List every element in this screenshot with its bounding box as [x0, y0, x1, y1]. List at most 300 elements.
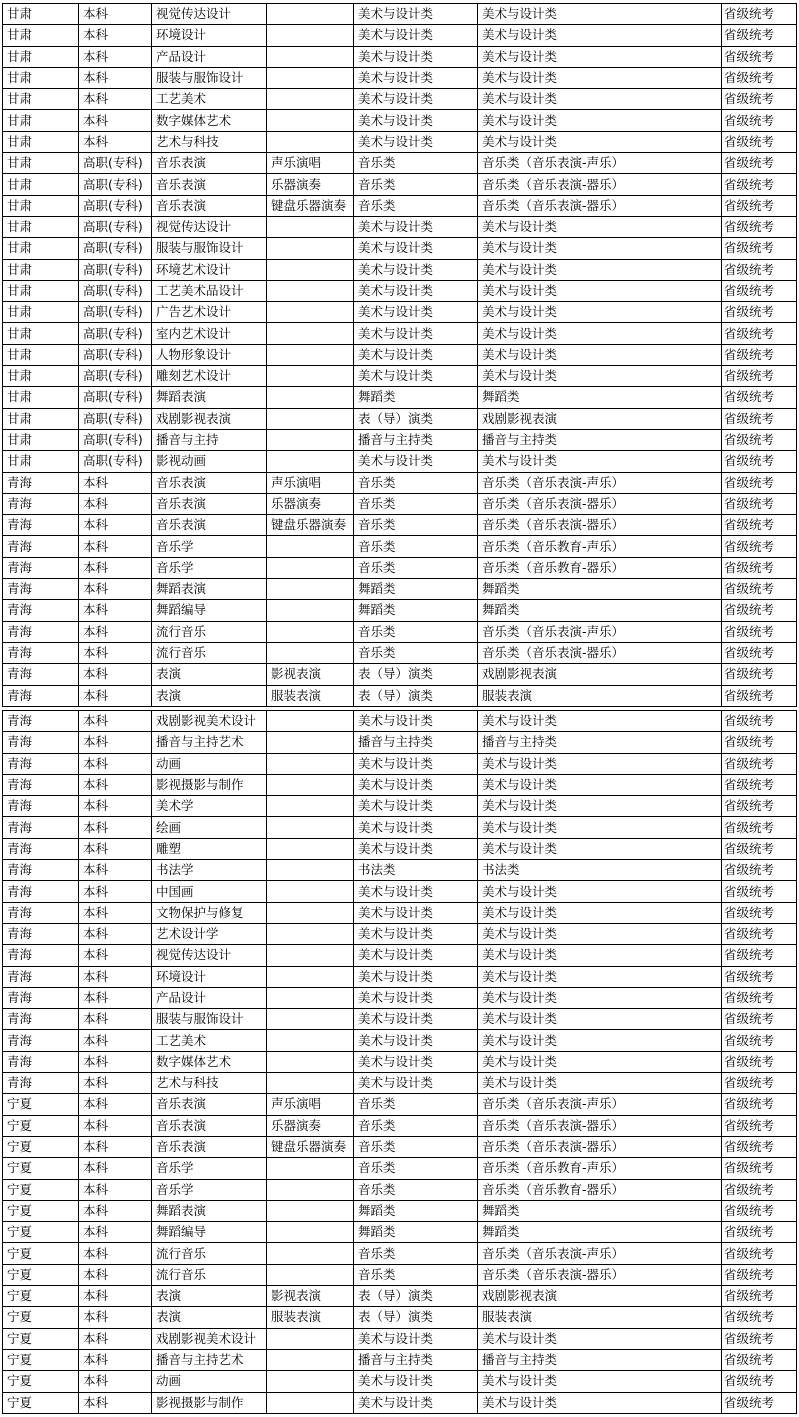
- province-cell: 青海: [3, 664, 79, 685]
- province-cell: 宁夏: [3, 1371, 79, 1392]
- province-cell: 宁夏: [3, 1349, 79, 1370]
- exam-category-cell: 美术与设计类: [478, 838, 722, 859]
- major-cell: 表演: [152, 685, 267, 706]
- exam-type-cell: 省级统考: [722, 110, 797, 131]
- direction-cell: [267, 621, 354, 642]
- direction-cell: [267, 280, 354, 301]
- major-cell: 数字媒体艺术: [152, 1051, 267, 1072]
- category-cell: 音乐类: [354, 1264, 478, 1285]
- exam-category-cell: 美术与设计类: [478, 67, 722, 88]
- exam-type-cell: 省级统考: [722, 1136, 797, 1157]
- major-cell: 表演: [152, 1307, 267, 1328]
- direction-cell: [267, 1243, 354, 1264]
- direction-cell: [267, 1264, 354, 1285]
- exam-type-cell: 省级统考: [722, 1328, 797, 1349]
- major-cell: 音乐表演: [152, 493, 267, 514]
- category-cell: 音乐类: [354, 174, 478, 195]
- exam-type-cell: 省级统考: [722, 753, 797, 774]
- table-body: [3, 4, 797, 707]
- level-cell: 本科: [79, 1115, 152, 1136]
- table-row: [3, 1115, 797, 1136]
- category-cell: 美术与设计类: [354, 216, 478, 237]
- exam-type-cell: 省级统考: [722, 216, 797, 237]
- province-cell: 甘肃: [3, 216, 79, 237]
- level-cell: 高职(专科): [79, 429, 152, 450]
- exam-category-cell: 美术与设计类: [478, 945, 722, 966]
- table-row: [3, 774, 797, 795]
- category-cell: 美术与设计类: [354, 25, 478, 46]
- category-cell: 表（导）演类: [354, 408, 478, 429]
- exam-type-cell: 省级统考: [722, 1349, 797, 1370]
- province-cell: 宁夏: [3, 1264, 79, 1285]
- level-cell: 本科: [79, 987, 152, 1008]
- table-row: [3, 67, 797, 88]
- direction-cell: [267, 1051, 354, 1072]
- table-row: [3, 1136, 797, 1157]
- major-cell: 戏剧影视美术设计: [152, 1328, 267, 1349]
- level-cell: 高职(专科): [79, 280, 152, 301]
- exam-category-cell: 美术与设计类: [478, 987, 722, 1008]
- exam-type-cell: 省级统考: [722, 923, 797, 944]
- category-cell: 美术与设计类: [354, 774, 478, 795]
- category-cell: 舞蹈类: [354, 1222, 478, 1243]
- level-cell: 本科: [79, 1136, 152, 1157]
- table-row: [3, 1328, 797, 1349]
- direction-cell: 影视表演: [267, 1286, 354, 1307]
- major-cell: 环境艺术设计: [152, 259, 267, 280]
- province-cell: 宁夏: [3, 1286, 79, 1307]
- exam-type-cell: 省级统考: [722, 25, 797, 46]
- table-row: [3, 1094, 797, 1115]
- table-row: [3, 557, 797, 578]
- exam-category-cell: 舞蹈类: [478, 600, 722, 621]
- category-cell: 美术与设计类: [354, 280, 478, 301]
- level-cell: 高职(专科): [79, 174, 152, 195]
- table-row: [3, 1009, 797, 1030]
- province-cell: 青海: [3, 881, 79, 902]
- province-cell: 宁夏: [3, 1307, 79, 1328]
- exam-category-cell: 舞蹈类: [478, 1200, 722, 1221]
- exam-type-cell: 省级统考: [722, 302, 797, 323]
- level-cell: 本科: [79, 472, 152, 493]
- exam-type-cell: 省级统考: [722, 860, 797, 881]
- admissions-table-part-1: [2, 3, 797, 707]
- major-cell: 舞蹈编导: [152, 600, 267, 621]
- category-cell: 美术与设计类: [354, 881, 478, 902]
- direction-cell: [267, 1371, 354, 1392]
- category-cell: 表（导）演类: [354, 685, 478, 706]
- exam-category-cell: 美术与设计类: [478, 1371, 722, 1392]
- table-row: [3, 1392, 797, 1413]
- level-cell: 高职(专科): [79, 216, 152, 237]
- major-cell: 工艺美术品设计: [152, 280, 267, 301]
- province-cell: 甘肃: [3, 259, 79, 280]
- direction-cell: [267, 4, 354, 25]
- exam-type-cell: 省级统考: [722, 174, 797, 195]
- major-cell: 广告艺术设计: [152, 302, 267, 323]
- major-cell: 流行音乐: [152, 1264, 267, 1285]
- province-cell: 青海: [3, 732, 79, 753]
- admissions-table-part-2: [2, 710, 797, 1414]
- category-cell: 美术与设计类: [354, 302, 478, 323]
- exam-category-cell: 美术与设计类: [478, 89, 722, 110]
- exam-category-cell: 美术与设计类: [478, 238, 722, 259]
- level-cell: 本科: [79, 1307, 152, 1328]
- table-row: [3, 1371, 797, 1392]
- direction-cell: 键盘乐器演奏: [267, 515, 354, 536]
- major-cell: 环境设计: [152, 966, 267, 987]
- table-row: [3, 1349, 797, 1370]
- table-row: [3, 1030, 797, 1051]
- table-row: [3, 451, 797, 472]
- table-row: [3, 216, 797, 237]
- exam-type-cell: 省级统考: [722, 600, 797, 621]
- major-cell: 艺术与科技: [152, 131, 267, 152]
- table-row: [3, 817, 797, 838]
- table-row: [3, 25, 797, 46]
- direction-cell: 声乐演唱: [267, 153, 354, 174]
- province-cell: 宁夏: [3, 1094, 79, 1115]
- exam-category-cell: 音乐类（音乐表演-声乐）: [478, 621, 722, 642]
- major-cell: 音乐学: [152, 557, 267, 578]
- table-row: [3, 753, 797, 774]
- exam-category-cell: 播音与主持类: [478, 732, 722, 753]
- province-cell: 青海: [3, 966, 79, 987]
- exam-type-cell: 省级统考: [722, 1094, 797, 1115]
- category-cell: 播音与主持类: [354, 732, 478, 753]
- level-cell: 本科: [79, 1222, 152, 1243]
- major-cell: 服装与服饰设计: [152, 238, 267, 259]
- major-cell: 室内艺术设计: [152, 323, 267, 344]
- exam-type-cell: 省级统考: [722, 238, 797, 259]
- category-cell: 美术与设计类: [354, 753, 478, 774]
- exam-type-cell: 省级统考: [722, 1051, 797, 1072]
- table-row: [3, 302, 797, 323]
- direction-cell: [267, 902, 354, 923]
- direction-cell: [267, 1349, 354, 1370]
- exam-type-cell: 省级统考: [722, 664, 797, 685]
- direction-cell: [267, 1073, 354, 1094]
- major-cell: 数字媒体艺术: [152, 110, 267, 131]
- table-row: [3, 515, 797, 536]
- level-cell: 本科: [79, 1030, 152, 1051]
- direction-cell: [267, 1158, 354, 1179]
- table-row: [3, 131, 797, 152]
- level-cell: 高职(专科): [79, 302, 152, 323]
- exam-type-cell: 省级统考: [722, 1286, 797, 1307]
- table-row: [3, 1307, 797, 1328]
- table-row: [3, 642, 797, 663]
- exam-type-cell: 省级统考: [722, 1392, 797, 1413]
- exam-category-cell: 美术与设计类: [478, 966, 722, 987]
- major-cell: 音乐学: [152, 1158, 267, 1179]
- province-cell: 甘肃: [3, 280, 79, 301]
- province-cell: 青海: [3, 902, 79, 923]
- exam-category-cell: 美术与设计类: [478, 817, 722, 838]
- major-cell: 影视摄影与制作: [152, 774, 267, 795]
- province-cell: 青海: [3, 945, 79, 966]
- level-cell: 本科: [79, 1349, 152, 1370]
- category-cell: 美术与设计类: [354, 323, 478, 344]
- exam-type-cell: 省级统考: [722, 67, 797, 88]
- level-cell: 本科: [79, 642, 152, 663]
- exam-type-cell: 省级统考: [722, 902, 797, 923]
- direction-cell: [267, 110, 354, 131]
- exam-type-cell: 省级统考: [722, 1158, 797, 1179]
- exam-type-cell: 省级统考: [722, 472, 797, 493]
- exam-category-cell: 美术与设计类: [478, 131, 722, 152]
- exam-category-cell: 美术与设计类: [478, 711, 722, 732]
- category-cell: 书法类: [354, 860, 478, 881]
- exam-type-cell: 省级统考: [722, 711, 797, 732]
- table-row: [3, 110, 797, 131]
- province-cell: 甘肃: [3, 366, 79, 387]
- province-cell: 青海: [3, 557, 79, 578]
- category-cell: 音乐类: [354, 1136, 478, 1157]
- exam-type-cell: 省级统考: [722, 4, 797, 25]
- exam-type-cell: 省级统考: [722, 46, 797, 67]
- province-cell: 青海: [3, 838, 79, 859]
- exam-category-cell: 服装表演: [478, 685, 722, 706]
- level-cell: 本科: [79, 685, 152, 706]
- level-cell: 本科: [79, 1371, 152, 1392]
- exam-type-cell: 省级统考: [722, 685, 797, 706]
- level-cell: 本科: [79, 600, 152, 621]
- exam-category-cell: 音乐类（音乐表演-器乐）: [478, 642, 722, 663]
- category-cell: 音乐类: [354, 536, 478, 557]
- level-cell: 本科: [79, 881, 152, 902]
- category-cell: 美术与设计类: [354, 1009, 478, 1030]
- table-row: [3, 1073, 797, 1094]
- exam-type-cell: 省级统考: [722, 323, 797, 344]
- level-cell: 高职(专科): [79, 366, 152, 387]
- exam-type-cell: 省级统考: [722, 966, 797, 987]
- exam-category-cell: 美术与设计类: [478, 1009, 722, 1030]
- level-cell: 高职(专科): [79, 323, 152, 344]
- province-cell: 青海: [3, 685, 79, 706]
- table-body: [3, 711, 797, 1414]
- category-cell: 播音与主持类: [354, 429, 478, 450]
- level-cell: 高职(专科): [79, 387, 152, 408]
- exam-type-cell: 省级统考: [722, 259, 797, 280]
- level-cell: 高职(专科): [79, 259, 152, 280]
- exam-type-cell: 省级统考: [722, 1264, 797, 1285]
- direction-cell: [267, 966, 354, 987]
- direction-cell: [267, 817, 354, 838]
- direction-cell: [267, 131, 354, 152]
- direction-cell: 影视表演: [267, 664, 354, 685]
- category-cell: 美术与设计类: [354, 67, 478, 88]
- table-row: [3, 966, 797, 987]
- exam-category-cell: 美术与设计类: [478, 302, 722, 323]
- table-row: [3, 1222, 797, 1243]
- major-cell: 流行音乐: [152, 1243, 267, 1264]
- category-cell: 美术与设计类: [354, 923, 478, 944]
- province-cell: 青海: [3, 1009, 79, 1030]
- major-cell: 流行音乐: [152, 642, 267, 663]
- category-cell: 舞蹈类: [354, 579, 478, 600]
- category-cell: 音乐类: [354, 493, 478, 514]
- category-cell: 美术与设计类: [354, 238, 478, 259]
- table-row: [3, 987, 797, 1008]
- table-row: [3, 1200, 797, 1221]
- exam-category-cell: 戏剧影视表演: [478, 664, 722, 685]
- province-cell: 甘肃: [3, 302, 79, 323]
- exam-category-cell: 美术与设计类: [478, 774, 722, 795]
- level-cell: 本科: [79, 1051, 152, 1072]
- direction-cell: [267, 642, 354, 663]
- exam-category-cell: 书法类: [478, 860, 722, 881]
- exam-category-cell: 美术与设计类: [478, 1030, 722, 1051]
- major-cell: 音乐学: [152, 1179, 267, 1200]
- major-cell: 流行音乐: [152, 621, 267, 642]
- exam-type-cell: 省级统考: [722, 774, 797, 795]
- exam-category-cell: 音乐类（音乐表演-器乐）: [478, 515, 722, 536]
- major-cell: 表演: [152, 664, 267, 685]
- direction-cell: [267, 1179, 354, 1200]
- table-row: [3, 493, 797, 514]
- province-cell: 宁夏: [3, 1200, 79, 1221]
- province-cell: 甘肃: [3, 4, 79, 25]
- exam-category-cell: 戏剧影视表演: [478, 408, 722, 429]
- province-cell: 宁夏: [3, 1158, 79, 1179]
- major-cell: 动画: [152, 753, 267, 774]
- major-cell: 动画: [152, 1371, 267, 1392]
- major-cell: 工艺美术: [152, 1030, 267, 1051]
- exam-category-cell: 美术与设计类: [478, 323, 722, 344]
- level-cell: 高职(专科): [79, 408, 152, 429]
- major-cell: 播音与主持艺术: [152, 1349, 267, 1370]
- major-cell: 书法学: [152, 860, 267, 881]
- table-row: [3, 945, 797, 966]
- major-cell: 产品设计: [152, 987, 267, 1008]
- table-row: [3, 1051, 797, 1072]
- exam-type-cell: 省级统考: [722, 280, 797, 301]
- level-cell: 本科: [79, 753, 152, 774]
- direction-cell: [267, 25, 354, 46]
- province-cell: 甘肃: [3, 429, 79, 450]
- direction-cell: [267, 796, 354, 817]
- exam-category-cell: 舞蹈类: [478, 579, 722, 600]
- category-cell: 舞蹈类: [354, 1200, 478, 1221]
- level-cell: 本科: [79, 515, 152, 536]
- direction-cell: 乐器演奏: [267, 1115, 354, 1136]
- direction-cell: [267, 1222, 354, 1243]
- province-cell: 甘肃: [3, 195, 79, 216]
- exam-type-cell: 省级统考: [722, 408, 797, 429]
- category-cell: 美术与设计类: [354, 1030, 478, 1051]
- major-cell: 视觉传达设计: [152, 4, 267, 25]
- category-cell: 美术与设计类: [354, 987, 478, 1008]
- exam-type-cell: 省级统考: [722, 493, 797, 514]
- category-cell: 美术与设计类: [354, 902, 478, 923]
- province-cell: 青海: [3, 860, 79, 881]
- province-cell: 青海: [3, 536, 79, 557]
- major-cell: 艺术设计学: [152, 923, 267, 944]
- table-row: [3, 664, 797, 685]
- exam-type-cell: 省级统考: [722, 838, 797, 859]
- level-cell: 本科: [79, 131, 152, 152]
- exam-type-cell: 省级统考: [722, 387, 797, 408]
- level-cell: 本科: [79, 1392, 152, 1413]
- direction-cell: [267, 536, 354, 557]
- exam-category-cell: 音乐类（音乐教育-器乐）: [478, 557, 722, 578]
- exam-category-cell: 美术与设计类: [478, 902, 722, 923]
- major-cell: 播音与主持: [152, 429, 267, 450]
- major-cell: 雕刻艺术设计: [152, 366, 267, 387]
- category-cell: 舞蹈类: [354, 387, 478, 408]
- major-cell: 舞蹈编导: [152, 1222, 267, 1243]
- direction-cell: [267, 600, 354, 621]
- province-cell: 青海: [3, 579, 79, 600]
- exam-type-cell: 省级统考: [722, 881, 797, 902]
- major-cell: 服装与服饰设计: [152, 1009, 267, 1030]
- level-cell: 本科: [79, 1286, 152, 1307]
- level-cell: 本科: [79, 1094, 152, 1115]
- direction-cell: [267, 259, 354, 280]
- exam-type-cell: 省级统考: [722, 89, 797, 110]
- exam-type-cell: 省级统考: [722, 153, 797, 174]
- exam-category-cell: 美术与设计类: [478, 753, 722, 774]
- major-cell: 视觉传达设计: [152, 945, 267, 966]
- exam-type-cell: 省级统考: [722, 515, 797, 536]
- province-cell: 青海: [3, 1051, 79, 1072]
- major-cell: 舞蹈表演: [152, 387, 267, 408]
- level-cell: 本科: [79, 774, 152, 795]
- direction-cell: [267, 67, 354, 88]
- level-cell: 本科: [79, 46, 152, 67]
- exam-category-cell: 音乐类（音乐表演-声乐）: [478, 1243, 722, 1264]
- province-cell: 青海: [3, 817, 79, 838]
- level-cell: 本科: [79, 1328, 152, 1349]
- province-cell: 宁夏: [3, 1179, 79, 1200]
- exam-type-cell: 省级统考: [722, 131, 797, 152]
- exam-type-cell: 省级统考: [722, 366, 797, 387]
- level-cell: 本科: [79, 579, 152, 600]
- exam-category-cell: 美术与设计类: [478, 46, 722, 67]
- exam-category-cell: 美术与设计类: [478, 110, 722, 131]
- direction-cell: 声乐演唱: [267, 1094, 354, 1115]
- exam-category-cell: 美术与设计类: [478, 344, 722, 365]
- level-cell: 高职(专科): [79, 451, 152, 472]
- category-cell: 美术与设计类: [354, 817, 478, 838]
- province-cell: 青海: [3, 987, 79, 1008]
- exam-type-cell: 省级统考: [722, 1243, 797, 1264]
- category-cell: 美术与设计类: [354, 966, 478, 987]
- level-cell: 本科: [79, 923, 152, 944]
- category-cell: 音乐类: [354, 1158, 478, 1179]
- exam-category-cell: 音乐类（音乐教育-器乐）: [478, 1179, 722, 1200]
- category-cell: 美术与设计类: [354, 711, 478, 732]
- direction-cell: [267, 860, 354, 881]
- province-cell: 宁夏: [3, 1115, 79, 1136]
- province-cell: 甘肃: [3, 153, 79, 174]
- province-cell: 甘肃: [3, 174, 79, 195]
- exam-category-cell: 音乐类（音乐表演-声乐）: [478, 153, 722, 174]
- major-cell: 人物形象设计: [152, 344, 267, 365]
- exam-type-cell: 省级统考: [722, 1200, 797, 1221]
- table-row: [3, 1243, 797, 1264]
- category-cell: 音乐类: [354, 642, 478, 663]
- category-cell: 音乐类: [354, 1115, 478, 1136]
- level-cell: 本科: [79, 838, 152, 859]
- category-cell: 播音与主持类: [354, 1349, 478, 1370]
- table-row: [3, 4, 797, 25]
- direction-cell: 声乐演唱: [267, 472, 354, 493]
- major-cell: 绘画: [152, 817, 267, 838]
- direction-cell: [267, 46, 354, 67]
- exam-type-cell: 省级统考: [722, 557, 797, 578]
